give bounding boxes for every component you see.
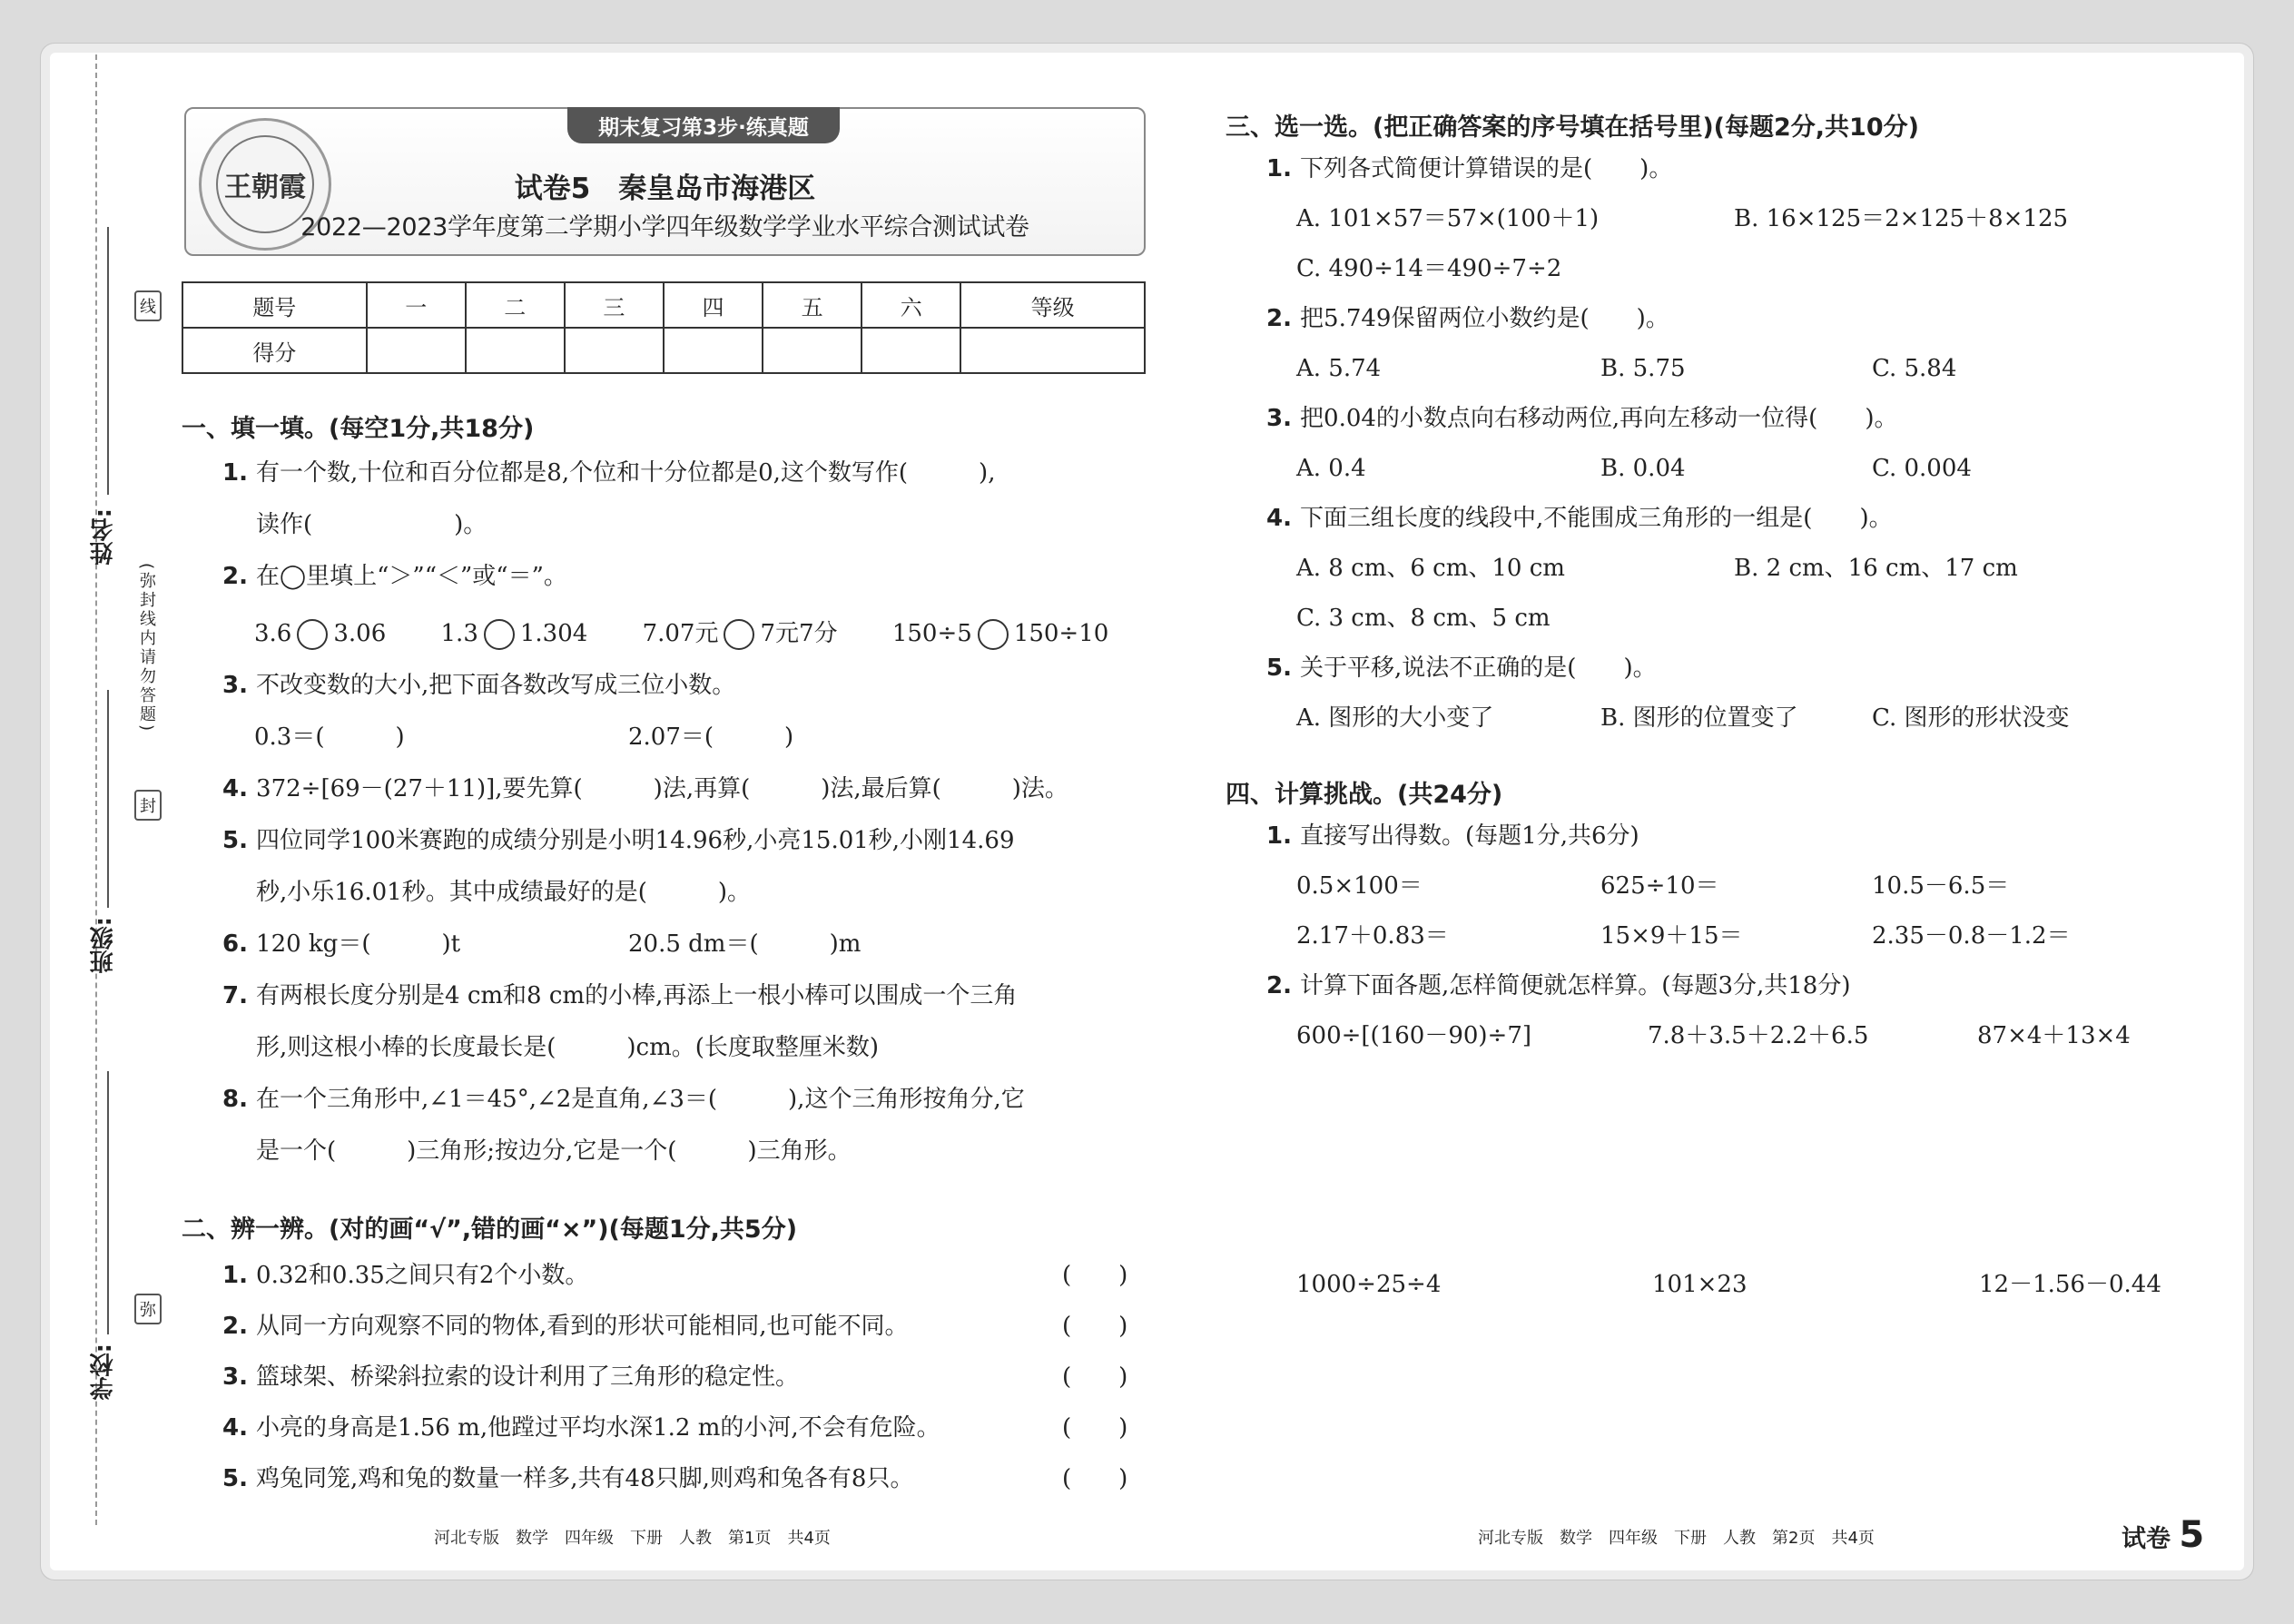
s4-q2-item: 600÷[(160－90)÷7] (1296, 1022, 1532, 1049)
s1-q8-text-b: 是一个( )三角形;按边分,它是一个( )三角形。 (256, 1137, 852, 1165)
score-table-header-row (182, 282, 1145, 328)
judge-blank[interactable]: ( ) (1062, 1465, 1128, 1492)
score-table (182, 281, 1146, 374)
footer-right: 河北专版 数学 四年级 下册 人教 第2页 共4页 (1478, 1529, 1875, 1548)
judge-blank[interactable]: ( ) (1062, 1363, 1128, 1391)
score-header-cell: 等级 (960, 282, 1145, 328)
s2-item: 5. 鸡兔同笼,鸡和兔的数量一样多,共有48只脚,则鸡和兔各有8只。 (222, 1465, 914, 1492)
s1-q5-text-a: 四位同学100米赛跑的成绩分别是小明14.96秒,小亮15.01秒,小刚14.69 (256, 827, 1015, 854)
compare-circle[interactable] (297, 619, 328, 650)
s3-q1-opt-b[interactable]: B. 16×125＝2×125＋8×125 (1734, 205, 2069, 232)
score-row-label: 得分 (182, 328, 367, 373)
s2-item: 3. 篮球架、桥梁斜拉索的设计利用了三角形的稳定性。 (222, 1363, 800, 1391)
s1-q3: 3. 不改变数的大小,把下面各数改写成三位小数。 (222, 672, 736, 699)
s3-q5-opt-c[interactable]: C. 图形的形状没变 (1872, 704, 2070, 732)
s2-item: 4. 小亮的身高是1.56 m,他蹚过平均水深1.2 m的小河,不会有危险。 (222, 1414, 940, 1442)
s1-q6: 6. 120 kg＝( )t (222, 930, 461, 958)
exam-header (184, 107, 1146, 256)
s3-q1: 1. 下列各式简便计算错误的是( )。 (1266, 155, 1673, 182)
s4-q2-item: 101×23 (1652, 1271, 1748, 1298)
s4-q2: 2. 计算下面各题,怎样简便就怎样算。(每题3分,共18分) (1266, 972, 1851, 999)
s1-q7-text-b: 形,则这根小棒的长度最长是( )cm。(长度取整厘米数) (256, 1034, 880, 1061)
s4-q1-item: 2.17＋0.83＝ (1296, 922, 1449, 950)
s1-q3-text: 不改变数的大小,把下面各数改写成三位小数。 (256, 672, 736, 699)
s3-q5: 5. 关于平移,说法不正确的是( )。 (1266, 655, 1657, 682)
s4-q1-item: 0.5×100＝ (1296, 872, 1423, 900)
score-header-cell: 二 (466, 282, 565, 328)
score-cell[interactable] (466, 328, 565, 373)
score-cell[interactable] (861, 328, 960, 373)
s1-q2-items (254, 619, 1108, 650)
school-label: 学校: (90, 1343, 117, 1401)
judge-blank[interactable]: ( ) (1062, 1313, 1128, 1340)
compare-right: 7元7分 (760, 620, 838, 647)
s2-item: 2. 从同一方向观察不同的物体,看到的形状可能相同,也可能不同。 (222, 1313, 909, 1340)
s3-q2-opt-c[interactable]: C. 5.84 (1872, 355, 1957, 382)
s1-q3a: 0.3＝( ) (254, 723, 405, 751)
badge-label: 试卷 (2122, 1525, 2171, 1553)
section3-title: 三、选一选。(把正确答案的序号填在括号里)(每题2分,共10分) (1226, 113, 1919, 142)
s4-q2-item: 1000÷25÷4 (1296, 1271, 1442, 1298)
s3-q5-text: 关于平移,说法不正确的是( )。 (1300, 655, 1657, 682)
s1-q6-text-a: 120 kg＝( )t (256, 930, 461, 958)
s1-q1-text-b: 读作( )。 (256, 511, 487, 538)
s3-q3-opt-a[interactable]: A. 0.4 (1296, 455, 1366, 482)
seal-note: (弥封线内请勿答题) (137, 563, 156, 734)
score-header-cell: 六 (861, 282, 960, 328)
s3-q3-text: 把0.04的小数点向右移动两位,再向左移动一位得( )。 (1300, 405, 1898, 432)
s1-q7: 7. 有两根长度分别是4 cm和8 cm的小棒,再添上一根小棒可以围成一个三角 (222, 982, 1018, 1009)
compare-left: 3.6 (254, 620, 292, 647)
s1-q2-text: 在◯里填上“＞”“＜”或“＝”。 (256, 563, 567, 590)
s3-q2-opt-b[interactable]: B. 5.75 (1600, 355, 1686, 382)
compare-right: 150÷10 (1013, 620, 1109, 647)
s3-q3-opt-c[interactable]: C. 0.004 (1872, 455, 1972, 482)
s4-q1-text: 直接写出得数。(每题1分,共6分) (1300, 822, 1639, 850)
s2-item-text: 篮球架、桥梁斜拉索的设计利用了三角形的稳定性。 (256, 1363, 800, 1391)
s3-q4-opt-b[interactable]: B. 2 cm、16 cm、17 cm (1734, 555, 2018, 582)
s2-item-text: 0.32和0.35之间只有2个小数。 (256, 1262, 589, 1289)
judge-blank[interactable]: ( ) (1062, 1414, 1128, 1442)
exam-title: 试卷5 秦皇岛市海港区 (514, 172, 816, 205)
s2-item-text: 从同一方向观察不同的物体,看到的形状可能相同,也可能不同。 (256, 1313, 909, 1340)
seal-seal-mark: 封 (134, 790, 162, 821)
s4-q1-item: 2.35－0.8－1.2＝ (1872, 922, 2071, 950)
s2-item-text: 小亮的身高是1.56 m,他蹚过平均水深1.2 m的小河,不会有危险。 (256, 1414, 940, 1442)
s3-q4-opt-a[interactable]: A. 8 cm、6 cm、10 cm (1296, 555, 1565, 582)
school-field[interactable] (107, 1071, 109, 1334)
score-header-cell: 一 (367, 282, 466, 328)
score-header-cell: 四 (664, 282, 763, 328)
brand-logo-text: 王朝霞 (216, 135, 314, 233)
judge-blank[interactable]: ( ) (1062, 1262, 1128, 1289)
class-label: 班级: (90, 917, 117, 974)
compare-right: 1.304 (519, 620, 588, 647)
s4-q1-item: 10.5－6.5＝ (1872, 872, 2010, 900)
s4-q1: 1. 直接写出得数。(每题1分,共6分) (1266, 822, 1639, 850)
s4-q1-item: 625÷10＝ (1600, 872, 1719, 900)
s1-q4: 4. 372÷[69－(27＋11)],要先算( )法,再算( )法,最后算( )法。 (222, 775, 1068, 802)
s3-q1-opt-c[interactable]: C. 490÷14＝490÷7÷2 (1296, 255, 1562, 282)
s1-q3b: 2.07＝( ) (628, 723, 794, 751)
s1-q8: 8. 在一个三角形中,∠1＝45°,∠2是直角,∠3＝( ),这个三角形按角分,它 (222, 1086, 1025, 1113)
name-field[interactable] (107, 227, 109, 495)
s1-q2: 2. 在◯里填上“＞”“＜”或“＝”。 (222, 563, 567, 590)
header-ribbon: 期末复习第3步·练真题 (567, 107, 840, 143)
s4-q2-item: 7.8＋3.5＋2.2＋6.5 (1648, 1022, 1869, 1049)
s3-q4-opt-c[interactable]: C. 3 cm、8 cm、5 cm (1296, 605, 1551, 632)
s1-q5-text-b: 秒,小乐16.01秒。其中成绩最好的是( )。 (256, 879, 751, 906)
score-cell[interactable] (664, 328, 763, 373)
s1-q5: 5. 四位同学100米赛跑的成绩分别是小明14.96秒,小亮15.01秒,小刚14.69 (222, 827, 1015, 854)
exam-subtitle: 2022—2023学年度第二学期小学四年级数学学业水平综合测试试卷 (300, 213, 1029, 241)
s3-q2: 2. 把5.749保留两位小数约是( )。 (1266, 305, 1669, 332)
paper-number-badge (2122, 1514, 2204, 1556)
s4-q2-text: 计算下面各题,怎样简便就怎样算。(每题3分,共18分) (1300, 972, 1851, 999)
s1-q1: 1. 有一个数,十位和百分位都是8,个位和十分位都是0,这个数写作( ), (222, 459, 996, 487)
score-cell[interactable] (367, 328, 466, 373)
seal-secret-mark: 弥 (134, 1294, 162, 1324)
s2-item: 1. 0.32和0.35之间只有2个小数。 (222, 1262, 589, 1289)
s3-q5-opt-b[interactable]: B. 图形的位置变了 (1600, 704, 1798, 732)
name-label: 姓名: (90, 508, 117, 566)
s3-q4: 4. 下面三组长度的线段中,不能围成三角形的一组是( )。 (1266, 505, 1893, 532)
badge-number: 5 (2179, 1514, 2205, 1556)
section4-title: 四、计算挑战。(共24分) (1226, 781, 1503, 809)
score-cell[interactable] (960, 328, 1145, 373)
s3-q2-text: 把5.749保留两位小数约是( )。 (1300, 305, 1669, 332)
s1-q1-text-a: 有一个数,十位和百分位都是8,个位和十分位都是0,这个数写作( ), (256, 459, 996, 487)
s3-q1-text: 下列各式简便计算错误的是( )。 (1300, 155, 1673, 182)
s4-q2-item: 87×4＋13×4 (1977, 1022, 2131, 1049)
binding-dashed-line (95, 54, 97, 1525)
compare-circle[interactable] (978, 619, 1009, 650)
compare-left: 1.3 (440, 620, 478, 647)
score-cell[interactable] (763, 328, 861, 373)
score-table-score-row (182, 328, 1145, 373)
s1-q6-text-b: 20.5 dm＝( )m (628, 930, 861, 958)
s1-q7-text-a: 有两根长度分别是4 cm和8 cm的小棒,再添上一根小棒可以围成一个三角 (256, 982, 1018, 1009)
s3-q1-opt-a[interactable]: A. 101×57＝57×(100＋1) (1296, 205, 1600, 232)
footer-left: 河北专版 数学 四年级 下册 人教 第1页 共4页 (434, 1529, 831, 1548)
compare-left: 7.07元 (642, 620, 719, 647)
s1-q4-text: 372÷[69－(27＋11)],要先算( )法,再算( )法,最后算( )法。 (256, 775, 1068, 802)
s3-q3: 3. 把0.04的小数点向右移动两位,再向左移动一位得( )。 (1266, 405, 1898, 432)
compare-circle[interactable] (724, 619, 754, 650)
section1-title: 一、填一填。(每空1分,共18分) (182, 415, 535, 443)
compare-left: 150÷5 (891, 620, 972, 647)
score-header-cell: 题号 (182, 282, 367, 328)
s1-q8-text-a: 在一个三角形中,∠1＝45°,∠2是直角,∠3＝( ),这个三角形按角分,它 (256, 1086, 1025, 1113)
compare-right: 3.06 (333, 620, 387, 647)
compare-circle[interactable] (484, 619, 515, 650)
s2-item-text: 鸡兔同笼,鸡和兔的数量一样多,共有48只脚,则鸡和兔各有8只。 (256, 1465, 914, 1492)
s3-q5-opt-a[interactable]: A. 图形的大小变了 (1296, 704, 1494, 732)
s3-q2-opt-a[interactable]: A. 5.74 (1296, 355, 1382, 382)
score-cell[interactable] (565, 328, 664, 373)
section2-title: 二、辨一辨。(对的画“√”,错的画“×”)(每题1分,共5分) (182, 1216, 798, 1244)
score-header-cell: 三 (565, 282, 664, 328)
exam-sheet (50, 53, 2244, 1570)
s4-q1-item: 15×9＋15＝ (1600, 922, 1743, 950)
s4-q2-item: 12－1.56－0.44 (1979, 1271, 2161, 1298)
seal-line-mark: 线 (134, 290, 162, 321)
s3-q3-opt-b[interactable]: B. 0.04 (1600, 455, 1686, 482)
score-header-cell: 五 (763, 282, 861, 328)
class-field[interactable] (107, 690, 109, 908)
s3-q4-text: 下面三组长度的线段中,不能围成三角形的一组是( )。 (1300, 505, 1893, 532)
